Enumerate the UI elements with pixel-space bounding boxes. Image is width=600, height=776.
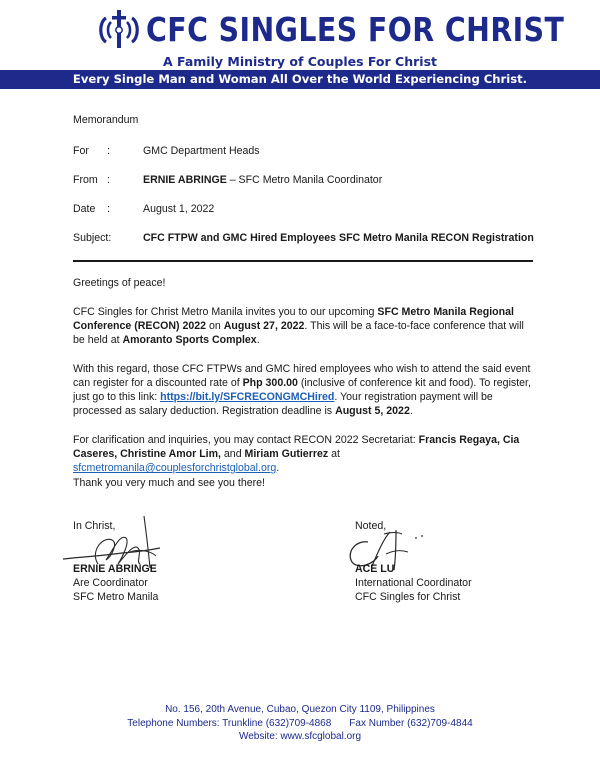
signatory-org-left: SFC Metro Manila (73, 591, 159, 603)
banner: Every Single Man and Woman All Over the World Experiencing Christ. (0, 70, 600, 89)
memo-date-row (73, 202, 533, 216)
paragraph-registration: With this regard, those CFC FTPWs and GMC hired employees who wish to attend the said event can register for a discounted rate of Php 300.00 (inclusive of conference kit and food). To register, just go to this link: https://bit.ly/SFCRECONGMCHired. Your registration payment will be processed as salary deduction. Registration deadline is August 5, 2022. (73, 363, 531, 417)
from-value (143, 173, 382, 187)
closing-line: Thank you very much and see you there! (73, 477, 265, 489)
signatory-org-right: CFC Singles for Christ (355, 591, 461, 603)
colon: : (107, 145, 110, 157)
footer-contacts (0, 717, 600, 731)
footer-phone: Telephone Numbers: Trunkline (632)709-4868 (127, 717, 332, 729)
secretariat-email-link[interactable]: sfcmetromanila@couplesforchristglobal.org (73, 462, 277, 474)
logo-row (96, 4, 600, 54)
from-rest: – SFC Metro Manila Coordinator (226, 174, 383, 186)
org-name: CFC SINGLES FOR CHRIST (146, 9, 565, 49)
subject-label: Subject: (73, 232, 112, 244)
from-name: ERNIE ABRINGE (143, 174, 227, 186)
subject-value: CFC FTPW and GMC Hired Employees SFC Metro Manila RECON Registration (143, 232, 534, 244)
header-divider (73, 260, 533, 262)
date-label: Date (73, 203, 96, 215)
colon: : (107, 203, 110, 215)
date-value: August 1, 2022 (143, 203, 215, 215)
for-value: GMC Department Heads (143, 145, 260, 157)
letterhead (0, 0, 600, 90)
cfc-logo-icon (96, 6, 142, 52)
footer (0, 703, 600, 744)
from-label: From (73, 174, 98, 186)
signatory-title-left: Are Coordinator (73, 577, 148, 589)
salutation-left: In Christ, (73, 520, 116, 532)
memo-for-row (73, 144, 533, 158)
salutation-right: Noted, (355, 520, 387, 532)
signatory-left (73, 562, 158, 604)
signatory-title-right: International Coordinator (355, 577, 472, 589)
memo-subject-row (73, 231, 533, 245)
memo-title: Memorandum (73, 114, 139, 126)
paragraph-contact: For clarification and inquiries, you may contact RECON 2022 Secretariat: Francis Regaya, Cia Caseres, Christine Amor Lim, and Miriam Gutierrez at sfcmetromanila@couplesforchristglobal.org. (73, 434, 520, 474)
registration-link[interactable]: https://bit.ly/SFCRECONGMCHired (160, 391, 335, 403)
signatory-name-right: ACE LU (355, 563, 395, 575)
signatory-right (355, 562, 472, 604)
colon: : (107, 174, 110, 186)
memo-from-row (73, 173, 533, 187)
tagline: A Family Ministry of Couples For Christ (163, 54, 437, 69)
footer-website: Website: www.sfcglobal.org (238, 731, 362, 742)
greeting: Greetings of peace! (73, 277, 166, 289)
footer-fax: Fax Number (632)709-4844 (349, 717, 473, 729)
for-label: For (73, 145, 89, 157)
footer-address: No. 156, 20th Avenue, Cubao, Quezon City 1109, Philippines (165, 704, 435, 715)
paragraph-invitation: CFC Singles for Christ Metro Manila invites you to our upcoming SFC Metro Manila Regional Conference (RECON) 2022 on August 27, 2022. This will be a face-to-face conference that will be held at Amoranto Sports Complex. (73, 306, 524, 346)
signatory-name-left: ERNIE ABRINGE (73, 563, 157, 575)
